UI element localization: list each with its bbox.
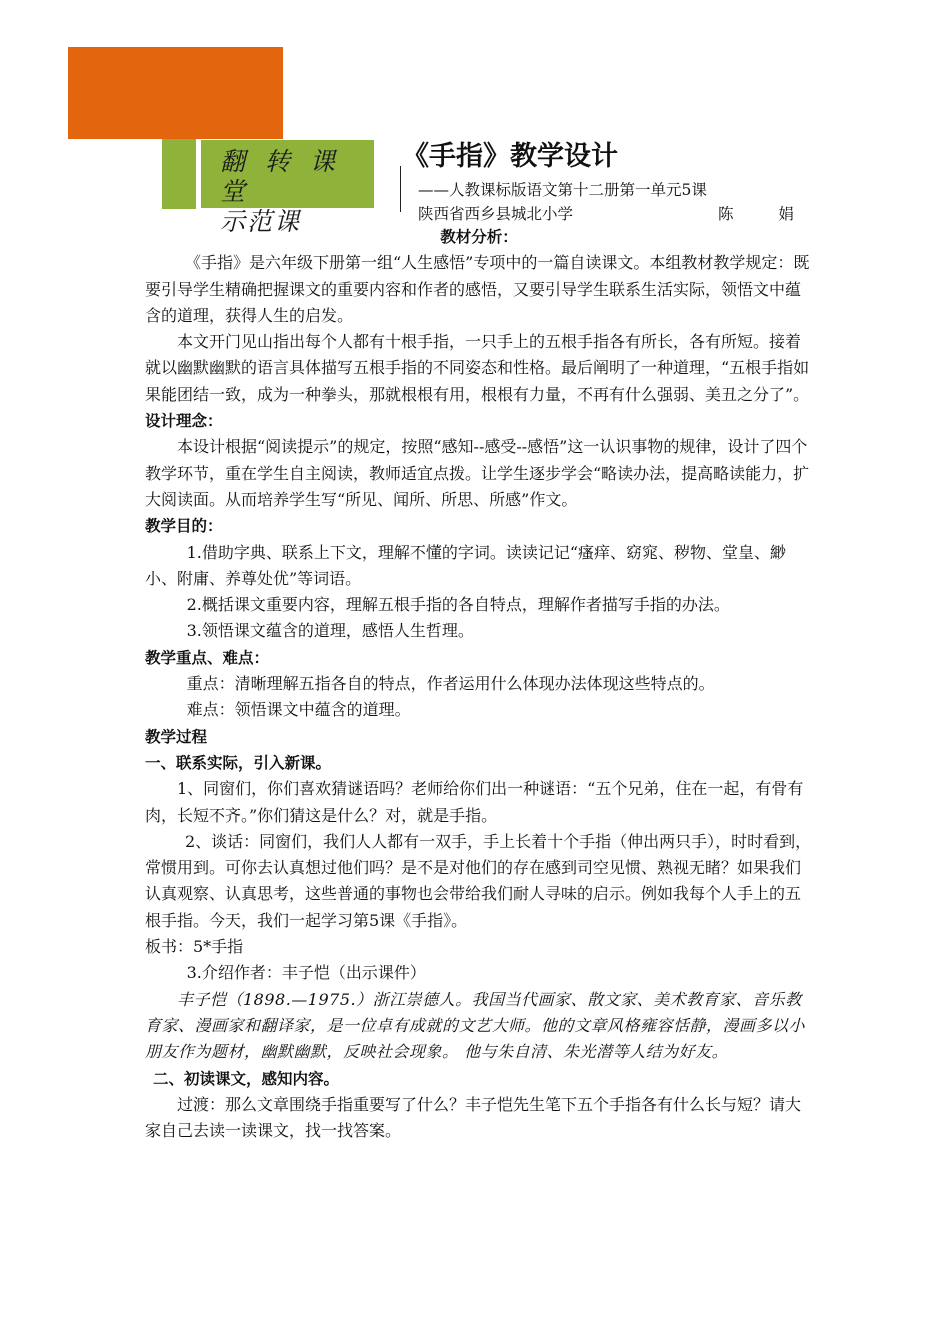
step1-paragraph-1: 1、同窗们，你们喜欢猜谜语吗？老师给你们出一种谜语：“五个兄弟，住在一起，有骨有肉，长短不齐。”你们猜这是什么？对，就是手指。 [145, 779, 804, 825]
goals-heading: 教学目的： [145, 517, 223, 536]
author-bio: 丰子恺（1898.—1975.）浙江崇德人。我国当代画家、散文家、美术教育家、音乐教育家、漫画家和翻译家，是一位卓有成就的文艺大师。他的文章风格雍容恬静，漫画多以小朋友作为题材，幽默幽默，反映社会现象。 他与朱自清、朱光潜等人结为好友。 [145, 989, 806, 1062]
author-line [418, 202, 814, 224]
concept-paragraph: 本设计根据“阅读提示”的规定，按照“感知--感受--感悟”这一认识事物的规律，设计了四个教学环节，重在学生自主阅读，教师适宜点拨。让学生逐步学会“略读办法，提高略读能力，扩大阅读面。从而培养学生写“所见、闻所、所思、所感”作文。 [145, 437, 810, 509]
header-divider [400, 166, 401, 212]
step2-paragraph-1: 过渡：那么文章围绕手指重要写了什么？丰子恺先生笔下五个手指各有什么长与短？请大家自己去读一读课文，找一找答案。 [145, 1094, 802, 1141]
board-note: 板书：5*手指 [145, 937, 244, 957]
goal-1: 1.借助字典、联系上下文，理解不懂的字词。读读记记“瘙痒、窈窕、秽物、堂皇、緲小、附庸、养尊处优”等词语。 [145, 542, 787, 588]
goal-2: 2.概括课文重要内容，理解五根手指的各自特点，理解作者描写手指的办法。 [186, 595, 730, 615]
green-decor-bar [162, 139, 196, 209]
step1-paragraph-3: 3.介绍作者：丰子恺（出示课件） [186, 963, 426, 983]
analysis-heading: 教材分析： [440, 228, 518, 246]
concept-heading: 设计理念： [145, 412, 223, 431]
step1-paragraph-2: 2、谈话：同窗们，我们人人都有一双手，手上长着十个手指（伸出两只手），时时看到，常惯用到。可你去认真想过他们吗？是不是对他们的存在感到司空见惯、熟视无睹？如果我们认真观察、认真思考，这些普通的事物也会带给我们耐人寻味的启示。例如我每个人手上的五根手指。今天，我们一起学习第5课《手指》。 [145, 831, 812, 930]
banner-line1: 翻 转 课 堂 [220, 147, 341, 206]
orange-decor-block [68, 47, 283, 139]
step2-heading: 二、初读课文，感知内容。 [153, 1069, 340, 1088]
step1-heading: 一、联系实际，引入新课。 [145, 753, 332, 772]
analysis-paragraph-1: 《手指》是六年级下册第一组“人生感悟”专项中的一篇自读课文。本组教材教学规定：既要引导学生精确把握课文的重要内容和作者的感悟，又要引导学生联系生活实际，领悟文中蕴含的道理，获得人生的启发。 [145, 253, 810, 325]
keypoint: 重点：清晰理解五指各自的特点，作者运用什么体现办法体现这些特点的。 [186, 674, 715, 694]
author-name: 陈 娟 [718, 205, 814, 223]
school-name: 陕西省西乡县城北小学 [418, 205, 574, 223]
analysis-paragraph-2: 本文开门见山指出每个人都有十根手指，一只手上的五根手指各有所长，各有所短。接着就以幽默幽默的语言具体描写五根手指的不同姿态和性格。最后阐明了一种道理，“五根手指如果能团结一致，成为一种拳头，那就根根有用，根根有力量，不再有什么强弱、美丑之分了”。 [145, 332, 810, 404]
document-body [145, 224, 813, 1144]
goal-3: 3.领悟课文蕴含的道理，感悟人生哲理。 [186, 621, 474, 641]
difficulty: 难点：领悟课文中蕴含的道理。 [186, 700, 411, 720]
keypoints-heading: 教学重点、难点： [145, 648, 270, 667]
document-title: 《手指》教学设计 [402, 141, 618, 172]
process-heading: 教学过程 [145, 727, 208, 746]
document-subtitle: ——人教课标版语文第十二册第一单元5课 [418, 181, 707, 199]
banner-line2: 示范课 [220, 207, 302, 236]
